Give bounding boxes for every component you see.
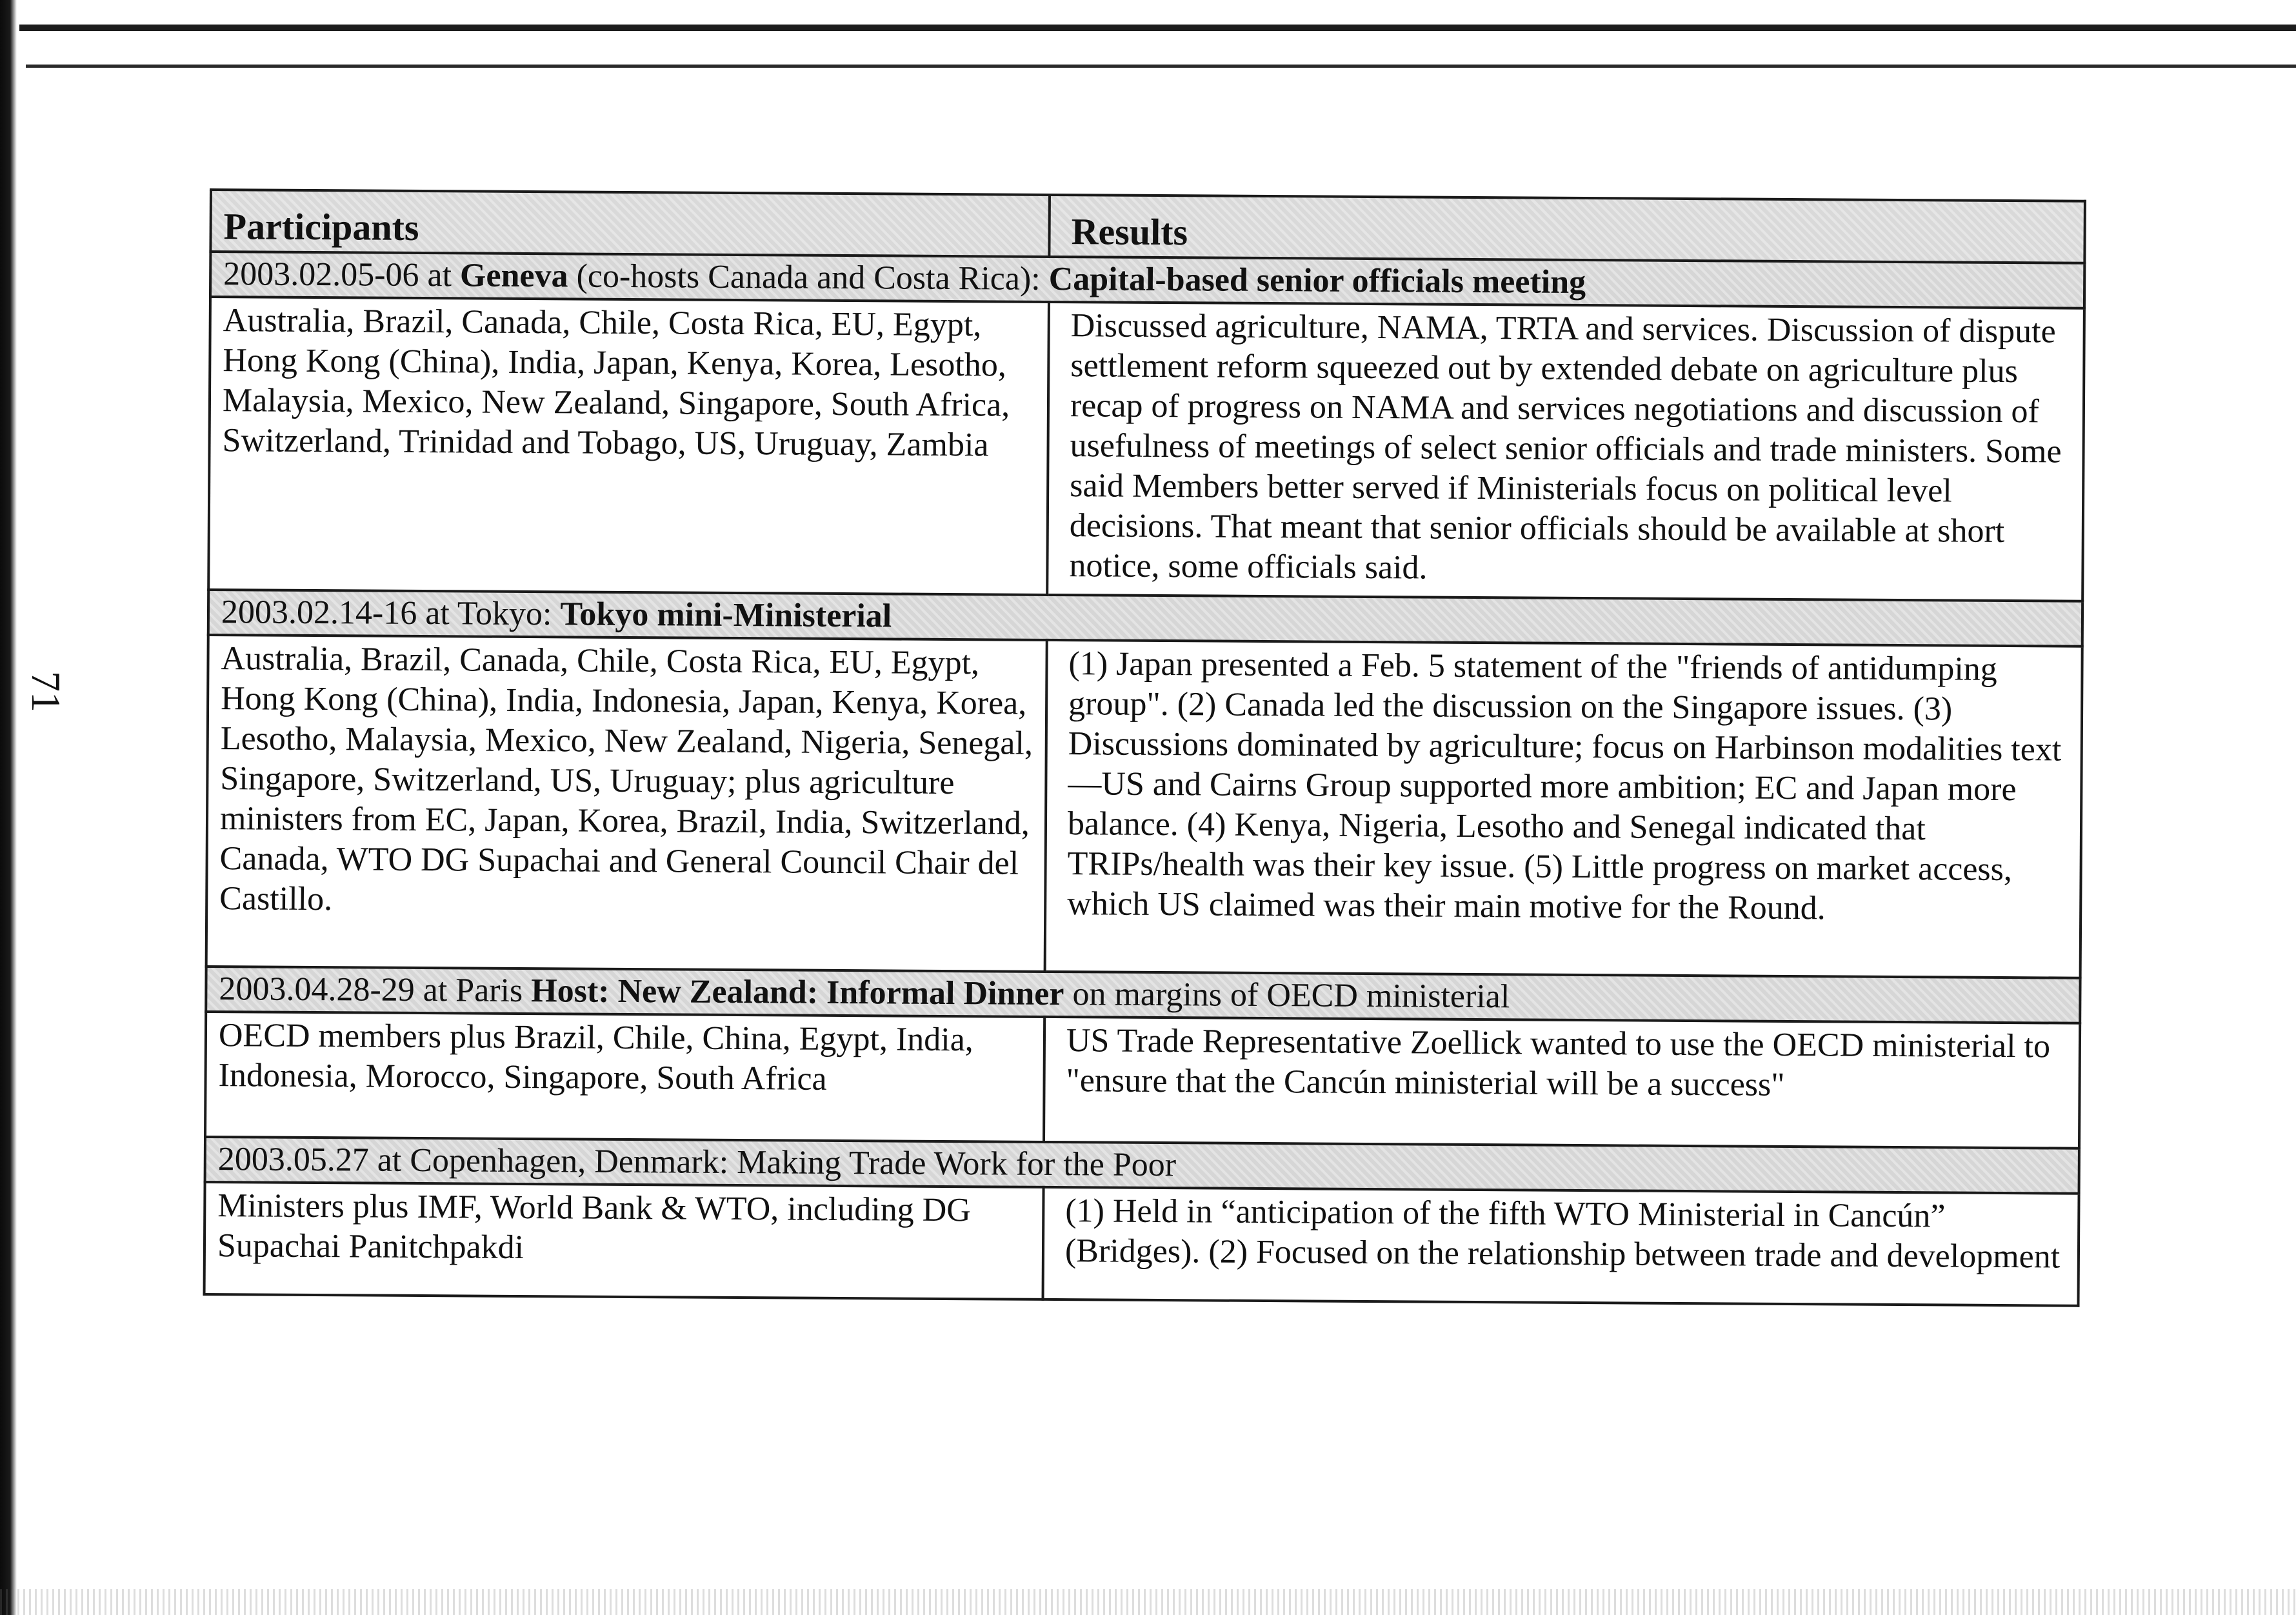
scan-top-rule <box>19 25 2296 31</box>
meeting-title: Tokyo mini-Ministerial <box>560 596 892 635</box>
scan-shadow-left <box>0 0 17 1615</box>
meeting-title: Capital-based senior officials meeting <box>1048 260 1586 301</box>
meeting-detail-row <box>205 1182 2079 1306</box>
participants-cell: OECD members plus Brazil, Chile, China, Egypt, India, Indonesia, Morocco, Singapore, South Africa <box>205 1012 1044 1142</box>
meeting-date-location: 2003.04.28-29 at Paris <box>219 970 532 1010</box>
meeting-date-location: 2003.02.05-06 at <box>223 256 461 294</box>
results-column-header: Results <box>1049 195 2085 263</box>
meeting-detail-row <box>208 297 2084 601</box>
meetings-table <box>203 188 2086 1307</box>
meeting-context: on margins of OECD ministerial <box>1064 976 1510 1016</box>
scan-top-rule-secondary <box>26 65 2296 68</box>
results-cell: Discussed agriculture, NAMA, TRTA and services. Discussion of dispute settlement reform squeezed out by extended debate on agriculture plus recap of progress on NAMA and services negotiations and discussion of usefulness of meetings of select senior officials and trade ministers. Some said Members better served if Ministerials focus on political level decisions. That meant that senior officials should be available at short notice, some officials said. <box>1047 302 2084 601</box>
results-cell: US Trade Representative Zoellick wanted to use the OECD ministerial to "ensure that the Cancún ministerial will be a success" <box>1044 1017 2080 1149</box>
participants-cell: Ministers plus IMF, World Bank & WTO, including DG Supachai Panitchpakdi <box>205 1182 1044 1299</box>
meeting-venue: Geneva <box>459 257 568 295</box>
results-cell: (1) Japan presented a Feb. 5 statement of the "friends of antidumping group". (2) Canada led the discussion on the Singapore issues. (3) Discussions dominated by agriculture; focus on Harbinson modalities text—US and Cairns Group supported more ambition; EC and Japan more balance. (4) Kenya, Nigeria, Lesotho and Senegal indicated that TRIPs/health was their key issue. (5) Little progress on market access, which US claimed was their main motive for the Round. <box>1045 640 2082 978</box>
meeting-title: Host: New Zealand: Informal Dinner <box>531 972 1064 1013</box>
meeting-detail-row <box>205 1012 2080 1149</box>
participants-cell: Australia, Brazil, Canada, Chile, Costa Rica, EU, Egypt, Hong Kong (China), India, Japan, Kenya, Korea, Lesotho, Malaysia, Mexico, New Zealand, Singapore, South Africa, Switzerland, Trinidad and Tobago, US, Uruguay, Zambia <box>208 297 1049 595</box>
meeting-date-location: 2003.02.14-16 at Tokyo: <box>221 594 561 633</box>
meeting-date-location: 2003.05.27 at Copenhagen, Denmark: Making Trade Work for the Poor <box>217 1141 1177 1184</box>
results-cell: (1) Held in “anticipation of the fifth WTO Ministerial in Cancún” (Bridges). (2) Focused on the relationship between trade and development <box>1043 1187 2079 1306</box>
meeting-detail-row <box>206 635 2082 978</box>
page-number: 71 <box>23 671 69 712</box>
meeting-hosts: (co-hosts Canada and Costa Rica): <box>568 257 1049 297</box>
participants-cell: Australia, Brazil, Canada, Chile, Costa Rica, EU, Egypt, Hong Kong (China), India, Indonesia, Japan, Kenya, Korea, Lesotho, Malaysia, Mexico, New Zealand, Nigeria, Senegal, Singapore, Switzerland, US, Uruguay; plus agriculture ministers from EC, Japan, Korea, Brazil, India, Switzerland, Canada, WTO DG Supachai and General Council Chair del Castillo. <box>206 635 1047 972</box>
participants-column-header: Participants <box>210 190 1050 257</box>
scan-bottom-noise <box>0 1589 2296 1615</box>
table-header-row <box>210 190 2085 263</box>
